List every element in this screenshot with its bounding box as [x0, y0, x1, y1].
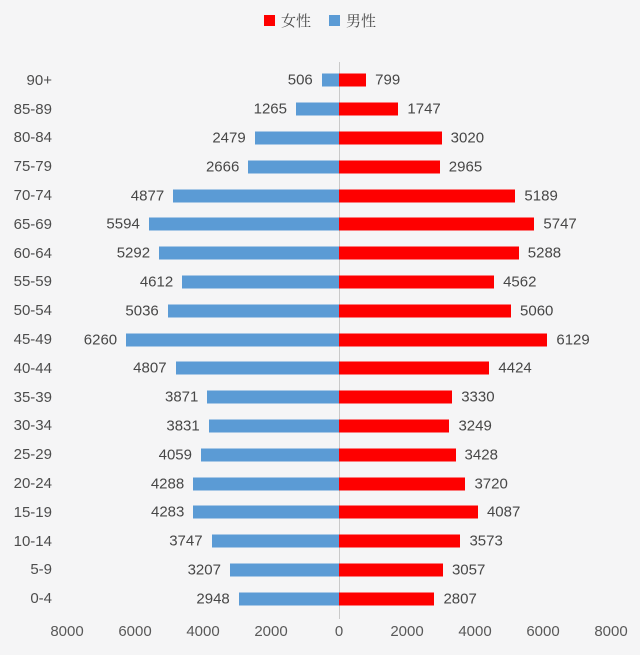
female-bar: [339, 477, 465, 490]
row-track: [52, 152, 640, 181]
male-bar: [149, 218, 339, 231]
male-value-label: 3831: [166, 417, 200, 435]
male-value-label: 3207: [187, 561, 221, 579]
age-label: 10-14: [13, 532, 52, 550]
row-track: [52, 95, 640, 124]
male-value-label: 506: [287, 71, 313, 89]
female-value-label: 3020: [450, 129, 485, 147]
row-track: [52, 181, 640, 210]
male-value-label: 2948: [196, 590, 230, 608]
male-value-label: 6260: [83, 331, 118, 349]
pyramid-row: [0, 124, 640, 153]
pyramid-rows: [0, 66, 640, 613]
x-axis-tick-label: 4000: [186, 623, 220, 641]
pyramid-row: [0, 498, 640, 527]
pyramid-row: [0, 412, 640, 441]
pyramid-row: [0, 527, 640, 556]
female-value-label: 5189: [524, 187, 558, 205]
male-color-swatch-icon: [329, 15, 340, 26]
female-bar: [339, 506, 478, 519]
male-value-label: 3871: [165, 388, 199, 406]
male-bar: [296, 103, 339, 116]
female-value-label: 6129: [556, 331, 590, 349]
male-value-label: 2666: [205, 158, 240, 176]
row-track: [52, 469, 640, 498]
female-bar: [339, 247, 519, 260]
female-bar: [339, 304, 511, 317]
female-color-swatch-icon: [264, 15, 275, 26]
male-value-label: 4283: [151, 503, 185, 521]
row-track: [52, 584, 640, 613]
age-label: 90+: [26, 71, 52, 89]
row-track: [52, 239, 640, 268]
female-bar: [339, 362, 489, 375]
female-bar: [339, 74, 366, 87]
x-axis-tick-label: 2000: [254, 623, 288, 641]
female-value-label: 2965: [448, 158, 483, 176]
pyramid-row: [0, 556, 640, 585]
female-value-label: 3720: [474, 475, 508, 493]
male-value-label: 5292: [116, 244, 151, 262]
legend-female-label: 女性: [280, 12, 311, 30]
plot-area: [0, 66, 640, 647]
age-label: 30-34: [13, 417, 52, 435]
x-axis-tick-label: 6000: [526, 623, 560, 641]
male-bar: [159, 247, 339, 260]
age-label: 40-44: [13, 359, 52, 377]
female-value-label: 1747: [407, 100, 441, 118]
pyramid-row: [0, 239, 640, 268]
age-label: 65-69: [13, 215, 52, 233]
female-bar: [339, 535, 460, 548]
legend-male-label: 男性: [346, 12, 377, 30]
female-value-label: 4087: [486, 503, 521, 521]
x-axis-tick-label: 8000: [594, 623, 628, 641]
legend-item-female: [264, 10, 311, 31]
age-label: 0-4: [30, 590, 52, 608]
female-bar: [339, 333, 547, 346]
age-label: 50-54: [13, 302, 52, 320]
female-bar: [339, 275, 494, 288]
female-value-label: 3330: [461, 388, 495, 406]
x-axis-tick-label: 4000: [458, 623, 492, 641]
age-label: 25-29: [13, 446, 52, 464]
row-track: [52, 325, 640, 354]
legend-item-male: [329, 10, 376, 31]
male-bar: [248, 160, 339, 173]
row-track: [52, 124, 640, 153]
pyramid-row: [0, 268, 640, 297]
pyramid-row: [0, 383, 640, 412]
male-bar: [255, 131, 339, 144]
female-bar: [339, 563, 443, 576]
male-value-label: 3747: [169, 532, 203, 550]
female-bar: [339, 131, 442, 144]
pyramid-row: [0, 66, 640, 95]
x-axis-tick-label: 2000: [390, 623, 424, 641]
age-label: 20-24: [13, 475, 52, 493]
male-bar: [212, 535, 339, 548]
pyramid-row: [0, 181, 640, 210]
male-value-label: 4877: [130, 187, 165, 205]
row-track: [52, 556, 640, 585]
male-bar: [322, 74, 339, 87]
female-value-label: 4424: [498, 359, 532, 377]
pyramid-row: [0, 325, 640, 354]
female-value-label: 5060: [520, 302, 554, 320]
male-value-label: 4612: [139, 273, 174, 291]
male-bar: [209, 419, 339, 432]
pyramid-row: [0, 440, 640, 469]
row-track: [52, 383, 640, 412]
age-label: 35-39: [13, 388, 52, 406]
row-track: [52, 412, 640, 441]
female-value-label: 5288: [527, 244, 562, 262]
male-value-label: 5036: [125, 302, 159, 320]
male-value-label: 4288: [150, 475, 185, 493]
row-track: [52, 527, 640, 556]
male-value-label: 2479: [212, 129, 246, 147]
pyramid-row: [0, 354, 640, 383]
female-value-label: 799: [375, 71, 401, 89]
female-value-label: 2807: [443, 590, 477, 608]
row-track: [52, 498, 640, 527]
row-track: [52, 354, 640, 383]
pyramid-row: [0, 296, 640, 325]
pyramid-row: [0, 152, 640, 181]
pyramid-row: [0, 469, 640, 498]
age-label: 45-49: [13, 331, 52, 349]
row-track: [52, 296, 640, 325]
male-bar: [182, 275, 339, 288]
pyramid-row: [0, 584, 640, 613]
x-axis-tick-label: 8000: [50, 623, 84, 641]
x-axis: [52, 613, 640, 647]
male-bar: [239, 592, 339, 605]
age-label: 85-89: [13, 100, 52, 118]
male-value-label: 5594: [106, 215, 140, 233]
male-value-label: 1265: [253, 100, 287, 118]
male-bar: [176, 362, 339, 375]
female-bar: [339, 103, 398, 116]
female-value-label: 3428: [464, 446, 498, 464]
male-value-label: 4059: [158, 446, 192, 464]
female-value-label: 5747: [543, 215, 577, 233]
age-label: 5-9: [30, 561, 52, 579]
male-bar: [168, 304, 339, 317]
female-bar: [339, 592, 434, 605]
female-value-label: 4562: [503, 273, 537, 291]
female-value-label: 3057: [451, 561, 486, 579]
row-track: [52, 210, 640, 239]
legend: [0, 0, 640, 31]
x-axis-tick-label: 0: [334, 623, 344, 641]
pyramid-row: [0, 95, 640, 124]
female-bar: [339, 391, 452, 404]
row-track: [52, 268, 640, 297]
male-bar: [230, 563, 339, 576]
male-bar: [193, 506, 339, 519]
male-bar: [173, 189, 339, 202]
male-bar: [193, 477, 339, 490]
female-bar: [339, 419, 449, 432]
age-label: 55-59: [13, 273, 52, 291]
female-bar: [339, 448, 456, 461]
age-label: 80-84: [13, 129, 52, 147]
female-value-label: 3573: [469, 532, 503, 550]
row-track: [52, 66, 640, 95]
age-label: 75-79: [13, 158, 52, 176]
female-bar: [339, 218, 534, 231]
male-bar: [207, 391, 339, 404]
pyramid-row: [0, 210, 640, 239]
age-label: 60-64: [13, 244, 52, 262]
age-label: 70-74: [13, 187, 52, 205]
female-bar: [339, 189, 515, 202]
male-bar: [126, 333, 339, 346]
female-bar: [339, 160, 440, 173]
x-axis-tick-label: 6000: [118, 623, 152, 641]
male-value-label: 4807: [133, 359, 167, 377]
female-value-label: 3249: [458, 417, 492, 435]
male-bar: [201, 448, 339, 461]
age-label: 15-19: [13, 503, 52, 521]
row-track: [52, 440, 640, 469]
